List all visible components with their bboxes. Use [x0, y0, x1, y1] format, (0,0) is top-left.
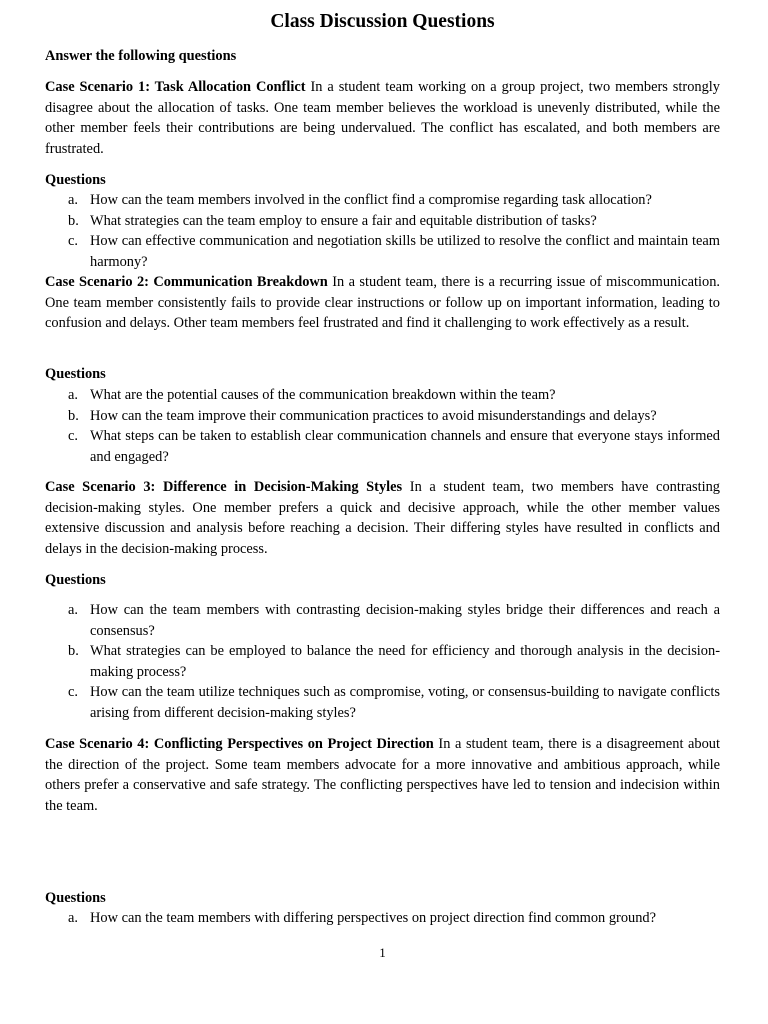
question-item: [45, 426, 720, 467]
question-item: [45, 641, 720, 682]
question-item: [45, 190, 720, 211]
case-3-heading: Case Scenario 3: Difference in Decision-Making Styles: [45, 479, 403, 495]
case-3-paragraph: [45, 477, 720, 559]
case-1-paragraph: [45, 77, 720, 159]
question-text: How can the team improve their communication practices to avoid misunderstandings and delays?: [90, 407, 657, 424]
question-item: [45, 908, 720, 929]
case-2-questions-heading: Questions: [45, 366, 106, 382]
case-4-heading: Case Scenario 4: Conflicting Perspectives on Project Direction: [45, 736, 434, 752]
document-page: [45, 0, 720, 1024]
question-text: What are the potential causes of the communication breakdown within the team?: [90, 387, 556, 403]
question-text: How can the team members with contrasting decision-making styles bridge their differences and reach a consensus?: [90, 602, 720, 639]
question-text: How can the team members with differing perspectives on project direction find common ground?: [90, 910, 656, 926]
question-item: [45, 211, 720, 232]
question-letter: b.: [68, 212, 79, 229]
case-3-questions-heading: Questions: [45, 572, 106, 588]
question-letter: c.: [68, 684, 78, 701]
question-item: [45, 600, 720, 641]
case-1-questions-heading: Questions: [45, 172, 106, 188]
instructions: Answer the following questions: [45, 48, 237, 64]
question-text: What steps can be taken to establish clear communication channels and ensure that everyone stays informed and engaged?: [90, 428, 720, 465]
question-letter: a.: [68, 602, 78, 618]
question-item: [45, 406, 720, 427]
case-4-text: In a student team, there is a disagreement about the direction of the project. Some team members advocate for a more innovative and ambitious approach, while others prefer a conservative and safe strategy. The conflicting perspectives have led to tension and indecision within the team.: [45, 736, 720, 814]
question-letter: c.: [68, 233, 78, 250]
question-item: [45, 385, 720, 406]
case-1-heading: Case Scenario 1: Task Allocation Conflict: [45, 79, 306, 95]
question-letter: c.: [68, 428, 78, 445]
case-4-question-list: [45, 908, 720, 929]
case-3-text: In a student team, two members have contrasting decision-making styles. One member prefers a quick and decisive approach, while the other member values extensive discussion and analysis before reaching a decision. Their differing styles have resulted in conflicts and delays in the decision-making process.: [45, 479, 721, 557]
case-2-heading: Case Scenario 2: Communication Breakdown: [45, 274, 328, 290]
question-text: How can the team members involved in the conflict find a compromise regarding task allocation?: [90, 192, 652, 208]
question-letter: a.: [68, 910, 78, 926]
question-letter: b.: [68, 407, 79, 424]
case-2-paragraph: [45, 272, 720, 334]
case-3-question-list: [45, 600, 720, 724]
question-text: How can the team utilize techniques such as compromise, voting, or consensus-building to navigate conflicts arising from different decision-making styles?: [90, 684, 720, 721]
case-4-questions-heading: Questions: [45, 890, 106, 906]
case-4-paragraph: [45, 734, 720, 816]
case-2-text: In a student team, there is a recurring issue of miscommunication. One team member consistently fails to provide clear instructions or follow up on important information, leading to confusion and delays. Other team members feel frustrated and find it challenging to work effectively as a result.: [45, 274, 720, 332]
case-2-question-list: [45, 385, 720, 467]
case-1-question-list: [45, 190, 720, 272]
question-text: How can effective communication and negotiation skills be utilized to resolve the conflict and maintain team harmony?: [90, 233, 720, 270]
question-letter: a.: [68, 192, 78, 208]
case-1-text: In a student team working on a group project, two members strongly disagree about the allocation of tasks. One team member believes the workload is unevenly distributed, while the other member feels their contributions are being undervalued. The conflict has escalated, and both members are frustrated.: [45, 79, 720, 157]
question-letter: b.: [68, 643, 79, 660]
page-title: Class Discussion Questions: [270, 11, 495, 32]
question-letter: a.: [68, 387, 78, 403]
question-item: [45, 231, 720, 272]
question-text: What strategies can be employed to balance the need for efficiency and thorough analysis in the decision-making process?: [90, 643, 720, 680]
question-item: [45, 682, 720, 723]
question-text: What strategies can the team employ to ensure a fair and equitable distribution of tasks?: [90, 212, 597, 229]
page-number: 1: [379, 945, 386, 960]
